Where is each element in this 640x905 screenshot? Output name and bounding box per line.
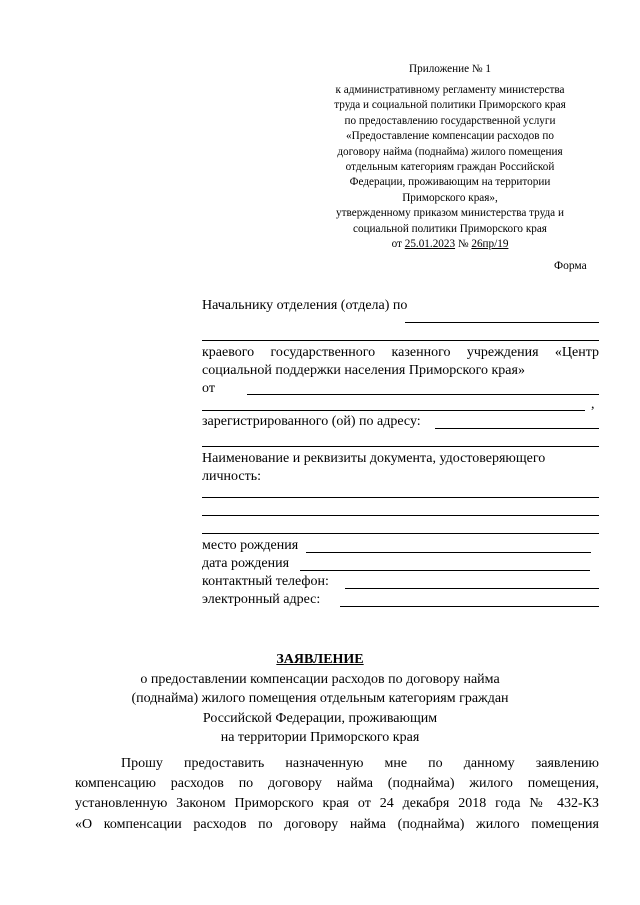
phone-label: контактный телефон: <box>202 574 329 589</box>
birth-date-field[interactable] <box>300 570 590 571</box>
document-label-1: Наименование и реквизиты документа, удостоверяющего <box>202 451 546 466</box>
body-line: Прошу предоставить назначенную мне по данному заявлению <box>121 756 599 771</box>
registered-label: зарегистрированного (ой) по адресу: <box>202 414 421 429</box>
applicant-name-field[interactable] <box>247 394 599 395</box>
form-label: Форма <box>554 260 587 272</box>
appendix-date-line <box>300 237 600 252</box>
body-line: компенсацию расходов по договору найма (поднайма) жилого помещения, <box>75 776 599 792</box>
statement-heading <box>100 650 540 748</box>
appendix-line: по предоставлению государственной услуги <box>344 114 556 127</box>
comma: , <box>591 397 595 412</box>
appendix-line: договору найма (поднайма) жилого помещения <box>337 145 563 158</box>
appendix-line: к административному регламенту министерства <box>335 84 565 96</box>
statement-subtitle: на территории Приморского края <box>220 730 420 745</box>
appendix-line: социальной политики Приморского края <box>353 222 547 235</box>
order-date: 25.01.2023 <box>404 238 456 251</box>
applicant-name-field-2[interactable] <box>202 410 585 411</box>
birth-place-field[interactable] <box>306 552 591 553</box>
document-label-2: личность: <box>202 469 261 484</box>
body-line: установленную Законом Приморского края от 24 декабря 2018 года № 432-КЗ <box>75 796 599 812</box>
addressee-line3: социальной поддержки населения Приморского края» <box>202 363 525 378</box>
appendix-line: Федерации, проживающим на территории <box>349 176 551 189</box>
statement-subtitle: Российской Федерации, проживающим <box>202 710 438 726</box>
document-field-3[interactable] <box>202 533 599 534</box>
body-line: «О компенсации расходов по договору найма (поднайма) жилого помещения <box>75 816 599 832</box>
order-number: 26пр/19 <box>471 238 509 251</box>
appendix-line: «Предоставление компенсации расходов по <box>346 130 554 143</box>
appendix-line: Приморского края», <box>402 191 498 204</box>
addressee-block <box>202 297 599 617</box>
appendix-title: Приложение № 1 <box>409 63 491 75</box>
appendix-line: труда и социальной политики Приморского края <box>334 99 566 112</box>
email-field[interactable] <box>340 606 599 607</box>
from-label: от <box>202 381 215 396</box>
phone-field[interactable] <box>345 588 599 589</box>
date-prefix: от <box>391 238 405 251</box>
statement-body <box>75 754 599 835</box>
department-field[interactable] <box>405 322 599 323</box>
statement-subtitle: о предоставлении компенсации расходов по договору найма <box>140 671 500 687</box>
address-field-2[interactable] <box>202 446 599 447</box>
address-field[interactable] <box>435 428 599 429</box>
document-field-1[interactable] <box>202 497 599 498</box>
appendix-line: отдельным категориям граждан Российской <box>345 161 555 174</box>
email-label: электронный адрес: <box>202 592 321 607</box>
department-field-2[interactable] <box>202 340 599 341</box>
birth-place-label: место рождения <box>202 538 299 553</box>
number-prefix: № <box>455 238 472 251</box>
statement-title: ЗАЯВЛЕНИЕ <box>276 652 364 667</box>
addressee-line2: краевого государственного казенного учреждения «Центр <box>202 345 599 360</box>
addressee-line1: Начальнику отделения (отдела) по <box>202 298 408 313</box>
appendix-line: утвержденному приказом министерства труда и <box>336 207 564 220</box>
birth-date-label: дата рождения <box>202 556 290 571</box>
statement-subtitle: (поднайма) жилого помещения отдельным категориям граждан <box>131 691 509 706</box>
appendix-lines <box>300 83 600 252</box>
document-field-2[interactable] <box>202 515 599 516</box>
